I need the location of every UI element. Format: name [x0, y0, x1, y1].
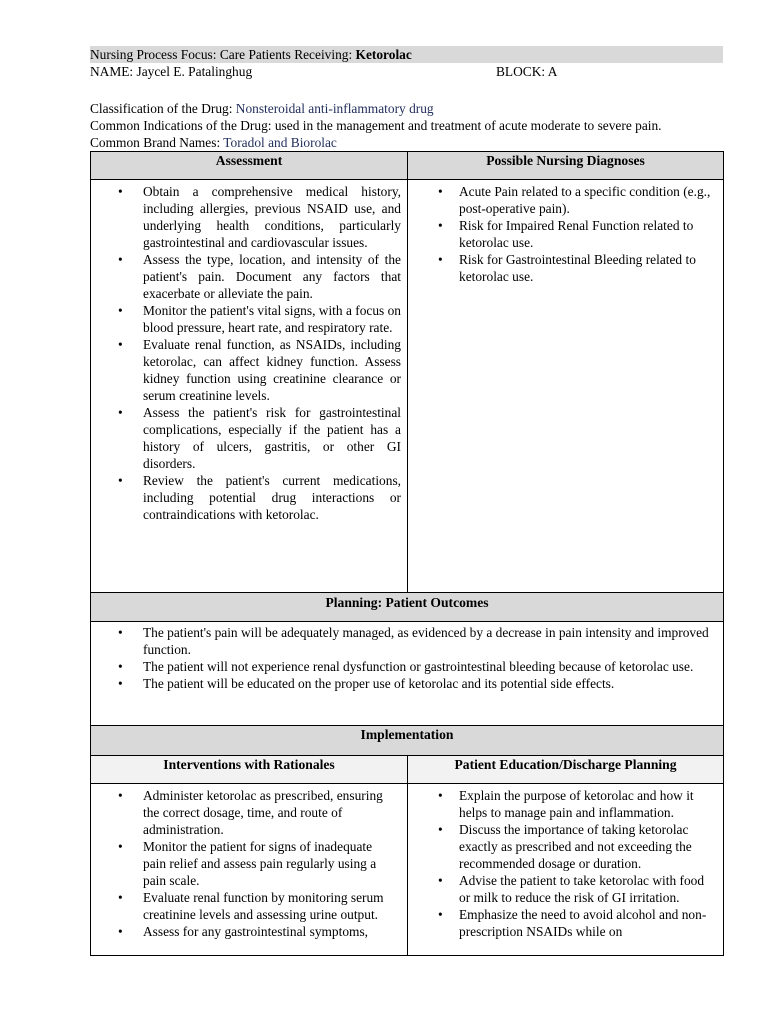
nursing-process-table	[90, 151, 724, 956]
list-item: • Explain the purpose of ketorolac and how it helps to manage pain and inflammation.	[408, 787, 723, 821]
list-item: • Risk for Gastrointestinal Bleeding related to ketorolac use.	[408, 251, 723, 285]
list-item: • Acute Pain related to a specific condition (e.g., post-operative pain).	[408, 183, 723, 217]
education-cell	[408, 784, 724, 956]
list-item: • The patient will be educated on the proper use of ketorolac and its potential side effects.	[91, 675, 723, 692]
list-item: • The patient's pain will be adequately managed, as evidenced by a decrease in pain intensity and improved function.	[91, 624, 723, 658]
list-item: • Assess the type, location, and intensity of the patient's pain. Document any factors that exacerbate or alleviate the pain.	[91, 251, 407, 302]
list-item: • Emphasize the need to avoid alcohol and non-prescription NSAIDs while on	[408, 906, 723, 940]
diagnoses-cell	[408, 180, 724, 593]
list-item: • Advise the patient to take ketorolac with food or milk to reduce the risk of GI irritation.	[408, 872, 723, 906]
planning-cell	[91, 622, 724, 726]
list-item: • Discuss the importance of taking ketorolac exactly as prescribed and not exceeding the recommended dosage or duration.	[408, 821, 723, 872]
list-item: • Risk for Impaired Renal Function related to ketorolac use.	[408, 217, 723, 251]
education-header: Patient Education/Discharge Planning	[408, 756, 724, 784]
list-item: • Monitor the patient for signs of inadequate pain relief and assess pain regularly using a pain scale.	[91, 838, 407, 889]
block-label: BLOCK: A	[496, 64, 558, 79]
implementation-header: Implementation	[91, 726, 724, 756]
assessment-header: Assessment	[91, 152, 408, 180]
education-list	[408, 787, 723, 940]
assessment-list	[91, 183, 407, 523]
indications-line: Common Indications of the Drug: used in the management and treatment of acute moderate to severe pain.	[90, 118, 662, 133]
interventions-cell	[91, 784, 408, 956]
indications-value: used in the management and treatment of acute moderate to severe pain.	[274, 118, 662, 133]
interventions-header: Interventions with Rationales	[91, 756, 408, 784]
brand-names-line: Common Brand Names: Toradol and Biorolac	[90, 135, 337, 150]
planning-header: Planning: Patient Outcomes	[91, 593, 724, 622]
nursing-focus-title: Nursing Process Focus: Care Patients Receiving: Ketorolac	[90, 46, 723, 63]
list-item: • Evaluate renal function by monitoring serum creatinine levels and assessing urine output.	[91, 889, 407, 923]
list-item: • Administer ketorolac as prescribed, ensuring the correct dosage, time, and route of administration.	[91, 787, 407, 838]
list-item: • Assess the patient's risk for gastrointestinal complications, especially if the patient has a history of ulcers, gastritis, or other GI disorders.	[91, 404, 407, 472]
document-page	[90, 46, 723, 956]
brand-names-value: Toradol and Biorolac	[223, 135, 337, 150]
diagnoses-list	[408, 183, 723, 285]
list-item: • Monitor the patient's vital signs, with a focus on blood pressure, heart rate, and respiratory rate.	[91, 302, 407, 336]
list-item: • Assess for any gastrointestinal symptoms,	[91, 923, 407, 940]
student-name: NAME: Jaycel E. Patalinghug	[90, 64, 253, 79]
classification-value: Nonsteroidal anti-inflammatory drug	[235, 101, 434, 116]
list-item: • Obtain a comprehensive medical history, including allergies, previous NSAID use, and underlying health conditions, particularly gastrointestinal and cardiovascular issues.	[91, 183, 407, 251]
list-item: • The patient will not experience renal dysfunction or gastrointestinal bleeding because of ketorolac use.	[91, 658, 723, 675]
diagnoses-header: Possible Nursing Diagnoses	[408, 152, 724, 180]
name-block-line	[90, 63, 723, 80]
list-item: • Evaluate renal function, as NSAIDs, including ketorolac, can affect kidney function. Assess kidney function using creatinine clearance or serum creatinine levels.	[91, 336, 407, 404]
list-item: • Review the patient's current medications, including potential drug interactions or contraindications with ketorolac.	[91, 472, 407, 523]
focus-drug-name: Ketorolac	[355, 47, 412, 62]
planning-list	[91, 624, 723, 692]
interventions-list	[91, 787, 407, 940]
classification-line: Classification of the Drug: Nonsteroidal anti-inflammatory drug	[90, 101, 434, 116]
assessment-cell	[91, 180, 408, 593]
